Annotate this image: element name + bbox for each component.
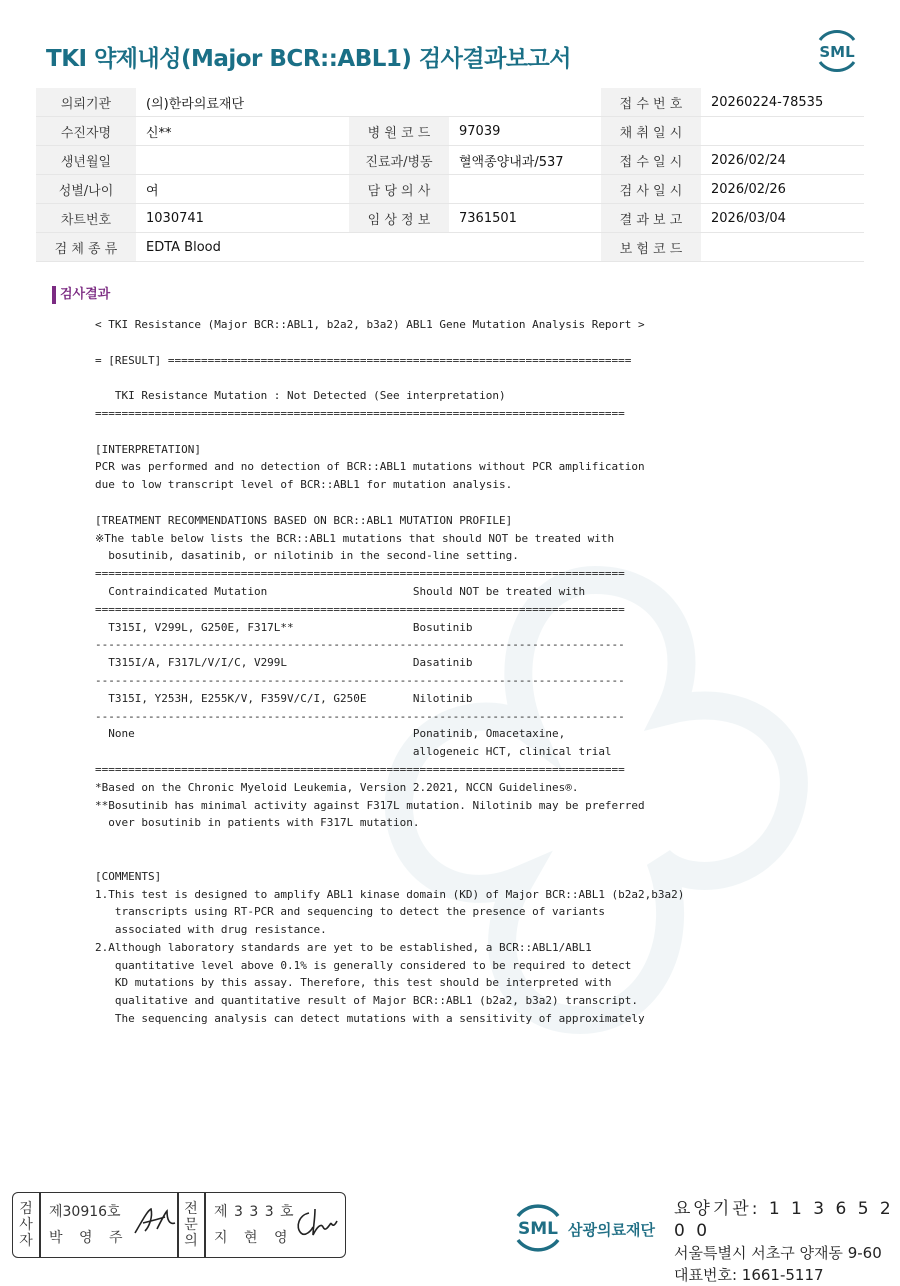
report-line: qualitative and quantitative result of Major BCR::ABL1 (b2a2, b3a2) transcript. bbox=[95, 994, 639, 1008]
report-line: ※The table below lists the BCR::ABL1 mutations that should NOT be treated with bbox=[95, 531, 615, 545]
report-line: [TREATMENT RECOMMENDATIONS BASED ON BCR::ABL1 MUTATION PROFILE] bbox=[95, 513, 513, 527]
examiner-label-char: 사 bbox=[19, 1217, 33, 1233]
report-line: 1.This test is designed to amplify ABL1 kinase domain (KD) of Major BCR::ABL1 (b2a2,b3a2) bbox=[95, 887, 685, 901]
info-value: 1030741 bbox=[136, 204, 349, 233]
examiner-name: 박 영 주 bbox=[49, 1230, 129, 1246]
report-line: quantitative level above 0.1% is generally considered to be required to detect bbox=[95, 958, 632, 972]
info-label: 검 사 일 시 bbox=[601, 175, 701, 204]
info-value bbox=[136, 146, 349, 175]
report-line: 2.Although laboratory standards are yet to be established, a BCR::ABL1/ABL1 bbox=[95, 940, 592, 954]
info-value: 7361501 bbox=[449, 204, 601, 233]
report-line: -------------------------------------------------------------------------------- bbox=[95, 638, 625, 652]
info-row bbox=[36, 204, 864, 233]
info-label: 보 험 코 드 bbox=[601, 233, 701, 262]
report-title: TKI 약제내성(Major BCR::ABL1) 검사결과보고서 bbox=[46, 46, 571, 72]
report-line: associated with drug resistance. bbox=[95, 923, 327, 937]
specialist-label-char: 전 bbox=[184, 1201, 198, 1217]
specialist-name: 지 현 영 bbox=[214, 1230, 294, 1246]
info-row bbox=[36, 175, 864, 204]
report-line bbox=[95, 850, 684, 868]
report-line: KD mutations by this assay. Therefore, this test should be interpreted with bbox=[95, 976, 612, 990]
info-label: 채 취 일 시 bbox=[601, 117, 701, 146]
info-empty bbox=[349, 88, 449, 117]
report-body bbox=[95, 316, 684, 1028]
section-title-results: 검사결과 bbox=[52, 286, 110, 304]
logo-text: SML bbox=[518, 1219, 558, 1239]
report-line: ================================================================================ bbox=[95, 567, 625, 581]
report-line: < TKI Resistance (Major BCR::ABL1, b2a2, b3a2) ABL1 Gene Mutation Analysis Report > bbox=[95, 318, 645, 331]
info-value: EDTA Blood bbox=[136, 233, 349, 262]
report-line bbox=[95, 334, 684, 352]
info-value: 2026/02/26 bbox=[701, 175, 864, 204]
specialist-license-no: 제 3 3 3 호 bbox=[214, 1204, 295, 1220]
report-line: due to low transcript level of BCR::ABL1 for mutation analysis. bbox=[95, 478, 513, 492]
report-line: TKI Resistance Mutation : Not Detected (See interpretation) bbox=[95, 389, 506, 403]
info-label: 성별/나이 bbox=[36, 175, 136, 204]
footer-org-name: 삼광의료재단 bbox=[568, 1221, 655, 1239]
footer-logo bbox=[510, 1200, 670, 1256]
report-line: transcripts using RT-PCR and sequencing to detect the presence of variants bbox=[95, 905, 605, 919]
examiner-label-char: 자 bbox=[19, 1233, 33, 1249]
info-label: 생년월일 bbox=[36, 146, 136, 175]
signature-box bbox=[12, 1192, 346, 1258]
info-label: 차트번호 bbox=[36, 204, 136, 233]
specialist-label bbox=[178, 1193, 204, 1257]
report-line: The sequencing analysis can detect mutations with a sensitivity of approximately bbox=[95, 1012, 645, 1026]
info-label: 의뢰기관 bbox=[36, 88, 136, 117]
footer-code: 요양기관: 1 1 3 6 5 2 0 0 bbox=[674, 1199, 894, 1241]
info-value: 20260224-78535 bbox=[701, 88, 864, 117]
info-value bbox=[701, 117, 864, 146]
info-label: 검 체 종 류 bbox=[36, 233, 136, 262]
info-value: 혈액종양내과/537 bbox=[449, 146, 601, 175]
report-line: Contraindicated Mutation Should NOT be treated with bbox=[95, 584, 586, 598]
report-line: [COMMENTS] bbox=[95, 869, 162, 883]
sml-logo-icon bbox=[812, 28, 862, 74]
specialist-label-char: 의 bbox=[184, 1233, 198, 1249]
report-line: *Based on the Chronic Myeloid Leukemia, Version 2.2021, NCCN Guidelines®. bbox=[95, 780, 579, 794]
info-empty bbox=[449, 88, 601, 117]
info-label: 접 수 일 시 bbox=[601, 146, 701, 175]
info-value: 2026/03/04 bbox=[701, 204, 864, 233]
info-row bbox=[36, 88, 864, 117]
report-line: -------------------------------------------------------------------------------- bbox=[95, 709, 625, 723]
info-value bbox=[701, 233, 864, 262]
report-line: PCR was performed and no detection of BCR::ABL1 mutations without PCR amplification bbox=[95, 460, 645, 474]
divider bbox=[204, 1193, 206, 1257]
logo-text: SML bbox=[819, 43, 855, 61]
info-label: 접 수 번 호 bbox=[601, 88, 701, 117]
info-label: 임 상 정 보 bbox=[349, 204, 449, 233]
footer-phone: 대표번호: 1661-5117 bbox=[674, 1266, 824, 1284]
report-line bbox=[95, 494, 684, 512]
divider bbox=[39, 1193, 41, 1257]
examiner-signature-icon bbox=[131, 1203, 179, 1239]
info-label: 담 당 의 사 bbox=[349, 175, 449, 204]
report-line: [INTERPRETATION] bbox=[95, 442, 201, 456]
info-row bbox=[36, 233, 864, 262]
report-line: -------------------------------------------------------------------------------- bbox=[95, 673, 625, 687]
footer-info bbox=[674, 1198, 900, 1286]
report-line: None Ponatinib, Omacetaxine, bbox=[95, 727, 566, 741]
report-line bbox=[95, 832, 684, 850]
info-row bbox=[36, 117, 864, 146]
info-value: 신** bbox=[136, 117, 349, 146]
specialist-label-char: 문 bbox=[184, 1217, 198, 1233]
report-line bbox=[95, 369, 684, 387]
report-line: T315I/A, F317L/V/I/C, V299L Dasatinib bbox=[95, 656, 473, 670]
report-line: T315I, Y253H, E255K/V, F359V/C/I, G250E Nilotinib bbox=[95, 691, 473, 705]
info-value: 2026/02/24 bbox=[701, 146, 864, 175]
examiner-label bbox=[13, 1193, 39, 1257]
report-line: ================================================================================ bbox=[95, 602, 625, 616]
report-line: = [RESULT] ====================================================================== bbox=[95, 353, 632, 367]
examiner-label-char: 검 bbox=[19, 1201, 33, 1217]
info-row bbox=[36, 146, 864, 175]
report-line: ================================================================================ bbox=[95, 762, 625, 776]
info-empty bbox=[349, 233, 449, 262]
info-empty bbox=[449, 233, 601, 262]
patient-info-table bbox=[36, 88, 864, 262]
report-line: over bosutinib in patients with F317L mutation. bbox=[95, 816, 420, 830]
examiner-license-no: 제30916호 bbox=[49, 1204, 121, 1220]
report-line: bosutinib, dasatinib, or nilotinib in the second-line setting. bbox=[95, 549, 519, 563]
info-label: 진료과/병동 bbox=[349, 146, 449, 175]
info-value: 97039 bbox=[449, 117, 601, 146]
info-value bbox=[449, 175, 601, 204]
report-line: allogeneic HCT, clinical trial bbox=[95, 745, 612, 759]
report-line: T315I, V299L, G250E, F317L** Bosutinib bbox=[95, 620, 473, 634]
info-value: (의)한라의료재단 bbox=[136, 88, 349, 117]
sml-logo-icon bbox=[510, 1200, 566, 1256]
report-line bbox=[95, 423, 684, 441]
report-line: ================================================================================ bbox=[95, 406, 625, 420]
info-label: 결 과 보 고 bbox=[601, 204, 701, 233]
info-label: 병 원 코 드 bbox=[349, 117, 449, 146]
footer-address: 서울특별시 서초구 양재동 9-60 bbox=[674, 1244, 882, 1262]
specialist-signature-icon bbox=[291, 1205, 341, 1241]
report-line: **Bosutinib has minimal activity against F317L mutation. Nilotinib may be preferred bbox=[95, 798, 645, 812]
info-label: 수진자명 bbox=[36, 117, 136, 146]
info-value: 여 bbox=[136, 175, 349, 204]
